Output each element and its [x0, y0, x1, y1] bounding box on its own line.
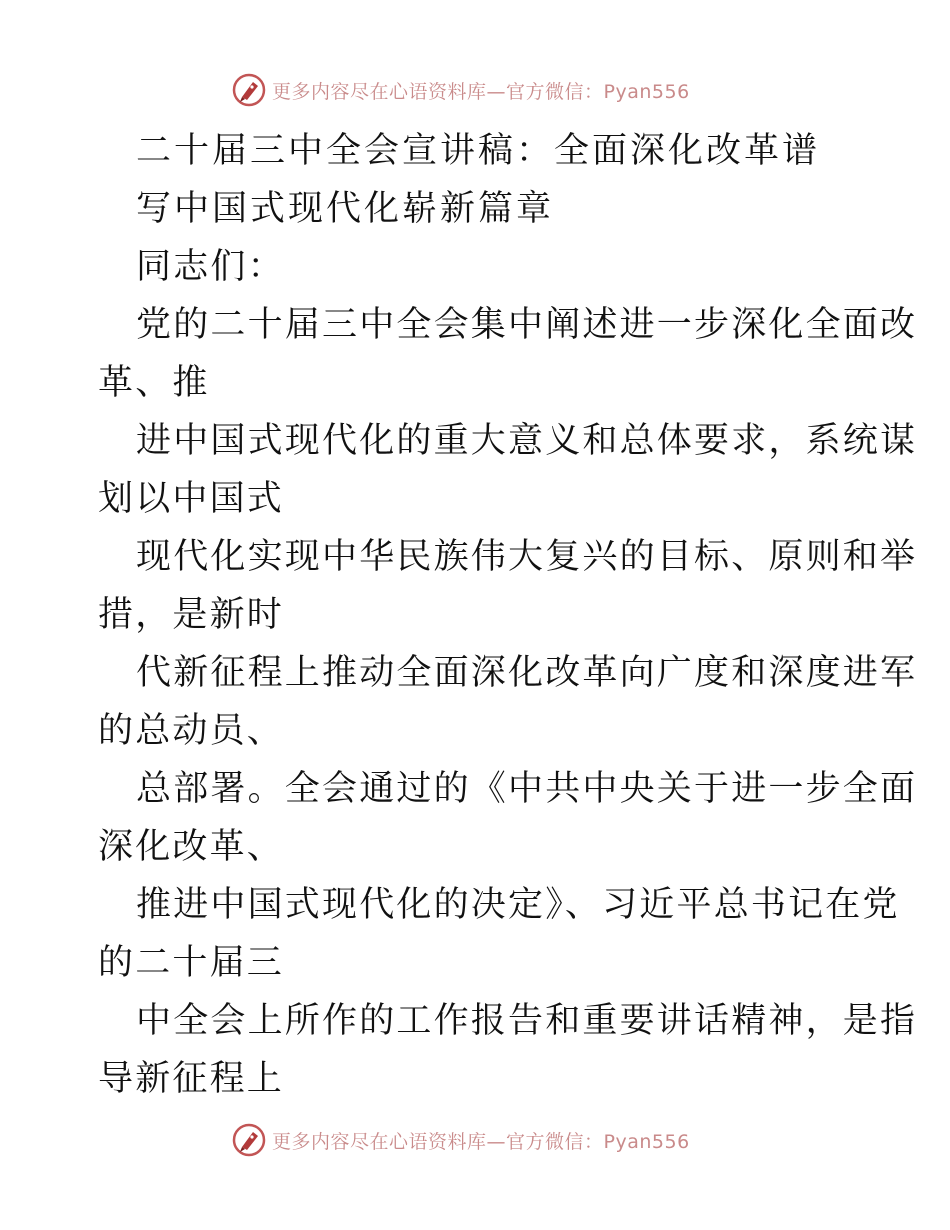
- header-banner: [232, 70, 690, 110]
- body-line: 划以中国式: [98, 479, 285, 519]
- body-line: 的总动员、: [98, 711, 285, 751]
- document-body: [98, 122, 918, 1108]
- header-banner-text: 更多内容尽在心语资料库—官方微信：Pyan556: [272, 80, 690, 103]
- body-line: 推进中国式现代化的决定》、习近平总书记在党: [136, 885, 900, 925]
- body-line: 措，是新时: [98, 595, 285, 635]
- body-line: 代新征程上推动全面深化改革向广度和深度进军: [136, 653, 918, 693]
- pen-nib-logo-icon: [232, 1123, 266, 1157]
- footer-banner-text: 更多内容尽在心语资料库—官方微信：Pyan556: [272, 1130, 690, 1153]
- footer-banner: [232, 1120, 690, 1160]
- pen-nib-logo-icon: [232, 73, 266, 107]
- body-line: 进中国式现代化的重大意义和总体要求，系统谋: [136, 421, 918, 461]
- body-line: 导新征程上: [98, 1059, 285, 1099]
- body-line: 深化改革、: [98, 827, 285, 867]
- body-line: 的二十届三: [98, 943, 285, 983]
- salutation: 同志们：: [136, 247, 285, 287]
- body-line: 革、推: [98, 363, 210, 403]
- body-line: 总部署。全会通过的《中共中央关于进一步全面: [136, 769, 918, 809]
- document-title-line-2: 写中国式现代化崭新篇章: [136, 189, 555, 229]
- body-line: 党的二十届三中全会集中阐述进一步深化全面改: [136, 305, 918, 345]
- document-title-line-1: 二十届三中全会宣讲稿：全面深化改革谱: [136, 131, 821, 171]
- body-line: 中全会上所作的工作报告和重要讲话精神，是指: [136, 1001, 918, 1041]
- body-paragraph: [98, 296, 918, 1108]
- body-line: 现代化实现中华民族伟大复兴的目标、原则和举: [136, 537, 918, 577]
